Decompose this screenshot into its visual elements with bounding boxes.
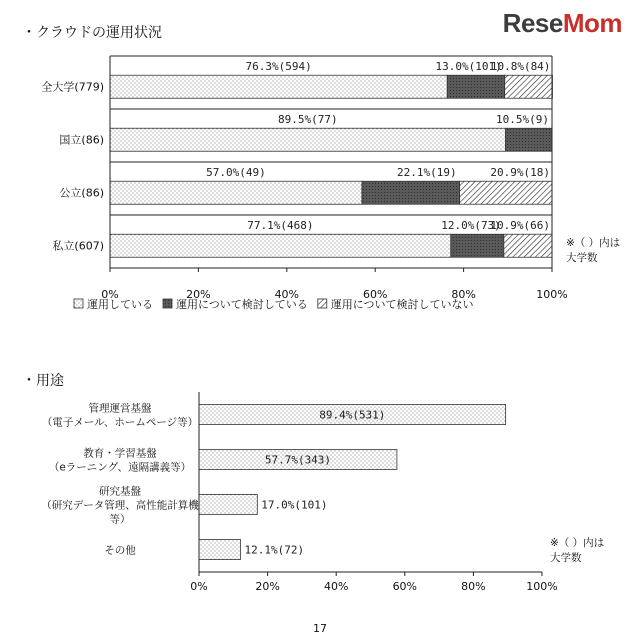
bar-segment xyxy=(447,75,504,98)
category-label: （eラーニング、遠隔講義等） xyxy=(48,461,192,474)
category-label: 公立(86) xyxy=(59,186,104,200)
note-text: 大学数 xyxy=(566,252,598,264)
legend-swatch xyxy=(163,299,172,308)
legend-label: 運用している xyxy=(87,298,153,311)
data-label: 57.0%(49) xyxy=(206,166,266,180)
x-tick-label: 40% xyxy=(274,288,300,301)
data-label: 10.5%(9) xyxy=(496,113,549,127)
x-tick-label: 0% xyxy=(190,580,208,593)
category-label: その他 xyxy=(104,544,136,557)
brand-logo: ReseMom xyxy=(502,8,622,38)
category-label: 研究基盤 xyxy=(99,485,141,498)
category-label: 国立(86) xyxy=(59,133,104,147)
x-tick-label: 80% xyxy=(461,580,486,593)
bar xyxy=(199,495,257,515)
legend-label: 運用について検討している xyxy=(176,298,308,311)
data-label: 22.1%(19) xyxy=(397,166,457,180)
page-number: 17 xyxy=(313,622,327,635)
x-tick-label: 0% xyxy=(101,288,119,301)
bar-segment xyxy=(110,234,451,257)
data-label: 89.4%(531) xyxy=(319,408,386,422)
legend-label: 運用について検討していない xyxy=(330,298,474,311)
note-text: ※（ ）内は xyxy=(566,237,621,249)
bar-segment xyxy=(460,181,552,204)
data-label: 57.7%(343) xyxy=(264,453,332,467)
category-label: 全大学(779) xyxy=(41,80,104,94)
legend-swatch xyxy=(74,299,83,308)
category-label: 教育・学習基盤 xyxy=(83,447,157,460)
data-label: 20.9%(18) xyxy=(490,166,550,180)
data-label: 76.3%(594) xyxy=(245,60,312,74)
x-tick-label: 100% xyxy=(526,580,558,593)
cloud-usage-chart xyxy=(22,25,620,311)
x-tick-label: 20% xyxy=(255,580,280,593)
category-label: 等） xyxy=(109,513,131,526)
data-label: 10.8%(84) xyxy=(490,60,551,74)
data-label: 10.9%(66) xyxy=(490,219,550,233)
data-label: 12.1%(72) xyxy=(244,543,305,557)
data-label: 17.0%(101) xyxy=(261,498,328,512)
usage-purpose-chart xyxy=(22,373,604,593)
bar-segment xyxy=(362,181,460,204)
chart-title: ・用途 xyxy=(22,373,64,389)
data-label: 12.0%(73) xyxy=(441,219,501,233)
x-tick-label: 100% xyxy=(536,288,568,301)
category-label: （研究データ管理、高性能計算機 xyxy=(41,499,199,512)
note-text: 大学数 xyxy=(550,552,582,564)
category-label: 管理運営基盤 xyxy=(88,402,152,415)
bar-segment xyxy=(110,75,447,98)
bar-segment xyxy=(110,128,506,151)
bar-segment xyxy=(110,181,362,204)
x-tick-label: 60% xyxy=(392,580,418,593)
note-text: ※（ ）内は xyxy=(550,537,605,549)
x-tick-label: 60% xyxy=(362,288,388,301)
bar-segment xyxy=(504,234,552,257)
category-label: 私立(607) xyxy=(52,239,104,253)
bar-segment xyxy=(451,234,504,257)
category-label: （電子メール、ホームページ等） xyxy=(41,416,199,429)
data-label: 77.1%(468) xyxy=(247,219,314,233)
bar-segment xyxy=(505,75,553,98)
data-label: 13.0%(101) xyxy=(435,60,502,74)
legend-swatch xyxy=(318,299,327,308)
chart-title: ・クラウドの運用状況 xyxy=(22,25,162,41)
x-tick-label: 40% xyxy=(323,580,349,593)
data-label: 89.5%(77) xyxy=(277,113,338,127)
x-tick-label: 20% xyxy=(186,288,211,301)
bar xyxy=(199,540,241,560)
x-tick-label: 80% xyxy=(451,288,476,301)
bar-segment xyxy=(506,128,552,151)
